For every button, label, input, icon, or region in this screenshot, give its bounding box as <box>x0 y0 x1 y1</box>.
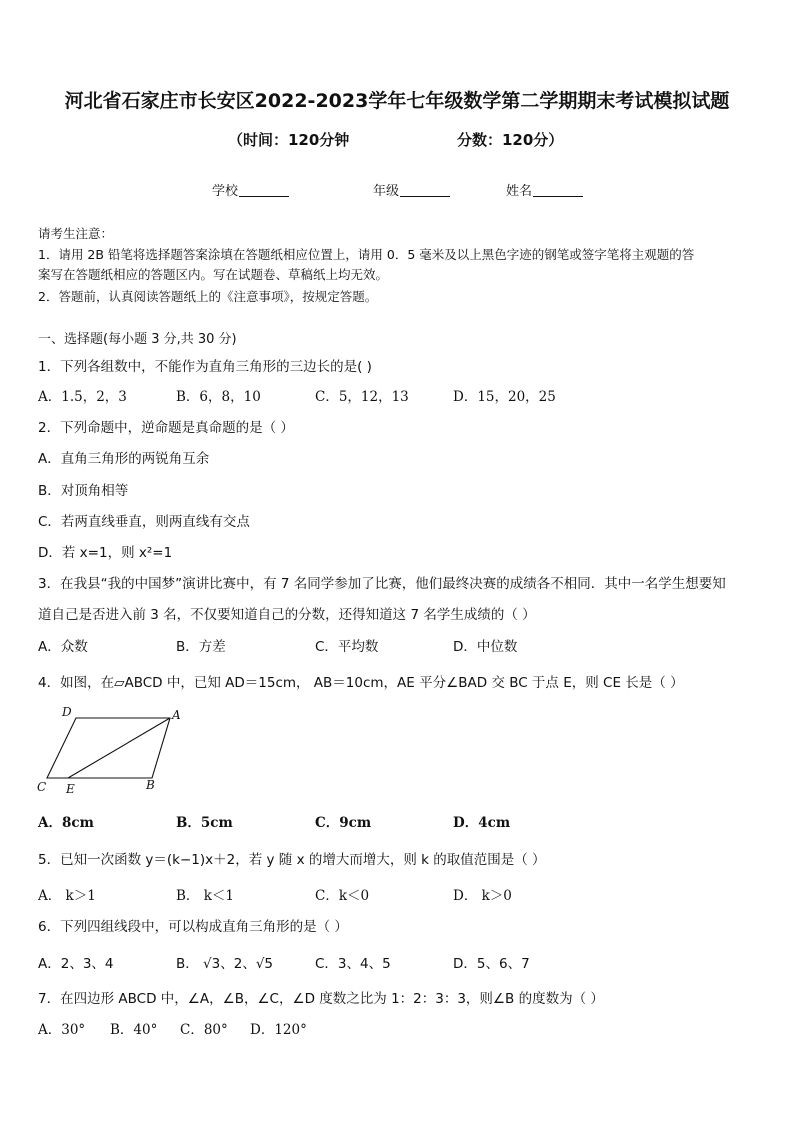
question-3-option-c[interactable]: C．平均数 <box>315 639 379 655</box>
label-b: B <box>146 778 155 792</box>
question-1-stem: 1．下列各组数中，不能作为直角三角形的三边长的是( ) <box>38 359 372 375</box>
question-4-option-d[interactable]: D．4cm <box>453 815 511 831</box>
school-field <box>212 180 289 199</box>
question-6-option-d[interactable]: D．5、6、7 <box>453 956 530 972</box>
question-1-option-d[interactable]: D．15，20，25 <box>453 389 556 405</box>
school-label: 学校 <box>212 184 239 199</box>
label-a: A <box>172 708 181 722</box>
question-2-option-b[interactable]: B．对顶角相等 <box>38 483 129 499</box>
question-2-option-d[interactable]: D．若 x=1，则 x²=1 <box>38 545 173 561</box>
question-7-option-b[interactable]: B．40° <box>110 1022 158 1038</box>
name-label: 姓名 <box>506 184 533 199</box>
question-4-option-a[interactable]: A．8cm <box>38 815 94 831</box>
label-d: D <box>62 705 72 719</box>
question-4-option-c[interactable]: C．9cm <box>315 815 372 831</box>
question-6-stem: 6．下列四组线段中，可以构成直角三角形的是（ ） <box>38 919 348 935</box>
notice-line-2: 2．答题前，认真阅读答题纸上的《注意事项》，按规定答题。 <box>38 289 378 304</box>
question-2-stem: 2．下列命题中，逆命题是真命题的是（ ） <box>38 420 294 436</box>
question-4-stem: 4．如图，在▱ABCD 中，已知 AD＝15cm， AB＝10cm，AE 平分∠BAD 交 BC 于点 E，则 CE 长是（ ） <box>38 675 684 691</box>
question-7-stem: 7．在四边形 ABCD 中，∠A，∠B，∠C，∠D 度数之比为 1：2：3：3，则∠B 的度数为（ ） <box>38 991 604 1007</box>
label-e: E <box>66 782 75 796</box>
question-4-option-b[interactable]: B．5cm <box>176 815 233 831</box>
question-7-option-d[interactable]: D．120° <box>250 1022 307 1038</box>
question-3-option-a[interactable]: A．众数 <box>38 639 88 655</box>
question-1-option-c[interactable]: C．5，12，13 <box>315 389 409 405</box>
question-7-option-c[interactable]: C．80° <box>180 1022 228 1038</box>
question-6-option-b[interactable]: B． √3、2、√5 <box>176 956 274 972</box>
exam-time: （时间：120分钟 <box>228 131 350 149</box>
question-1-option-b[interactable]: B．6，8，10 <box>176 389 261 405</box>
question-5-option-b[interactable]: B． k＜1 <box>176 888 234 904</box>
notice-line-1b: 案写在答题纸相应的答题区内。写在试题卷、草稿纸上均无效。 <box>38 267 389 282</box>
parallelogram-abcd <box>47 718 170 778</box>
question-3-stem-line-2: 道自己是否进入前 3 名，不仅要知道自己的分数，还得知道这 7 名学生成绩的（ ） <box>38 607 536 623</box>
question-5-option-c[interactable]: C．k＜0 <box>315 888 370 904</box>
name-field <box>506 180 583 199</box>
question-3-option-d[interactable]: D．中位数 <box>453 639 518 655</box>
question-7-option-a[interactable]: A．30° <box>38 1022 86 1038</box>
question-5-option-d[interactable]: D． k＞0 <box>453 888 512 904</box>
question-2-option-a[interactable]: A．直角三角形的两锐角互余 <box>38 451 210 467</box>
question-3-option-b[interactable]: B．方差 <box>176 639 226 655</box>
exam-score: 分数：120分） <box>457 131 564 149</box>
exam-title: 河北省石家庄市长安区2022-2023学年七年级数学第二学期期末考试模拟试题 <box>64 90 730 112</box>
question-2-option-c[interactable]: C．若两直线垂直，则两直线有交点 <box>38 514 250 530</box>
notice-heading: 请考生注意： <box>38 226 114 241</box>
label-c: C <box>37 780 47 794</box>
question-5-option-a[interactable]: A． k＞1 <box>38 888 96 904</box>
name-blank <box>533 184 583 197</box>
question-3-stem-line-1: 3．在我县“我的中国梦”演讲比赛中，有 7 名同学参加了比赛，他们最终决赛的成绩各不相同．其中一名学生想要知 <box>38 576 726 592</box>
parallelogram-figure <box>30 700 190 800</box>
question-6-option-a[interactable]: A．2、3、4 <box>38 956 114 972</box>
grade-label: 年级 <box>373 184 400 199</box>
grade-field <box>373 180 450 199</box>
grade-blank <box>400 184 450 197</box>
school-blank <box>239 184 289 197</box>
notice-line-1a: 1．请用 2B 铅笔将选择题答案涂填在答题纸相应位置上，请用 0．5 毫米及以上黑色字迹的钢笔或签字笔将主观题的答 <box>38 247 695 262</box>
question-6-option-c[interactable]: C．3、4、5 <box>315 956 391 972</box>
question-5-stem: 5．已知一次函数 y＝(k−1)x＋2，若 y 随 x 的增大而增大，则 k 的取值范围是（ ） <box>38 852 546 868</box>
section-heading: 一、选择题(每小题 3 分,共 30 分) <box>38 332 237 347</box>
question-1-option-a[interactable]: A．1.5，2，3 <box>38 389 127 405</box>
